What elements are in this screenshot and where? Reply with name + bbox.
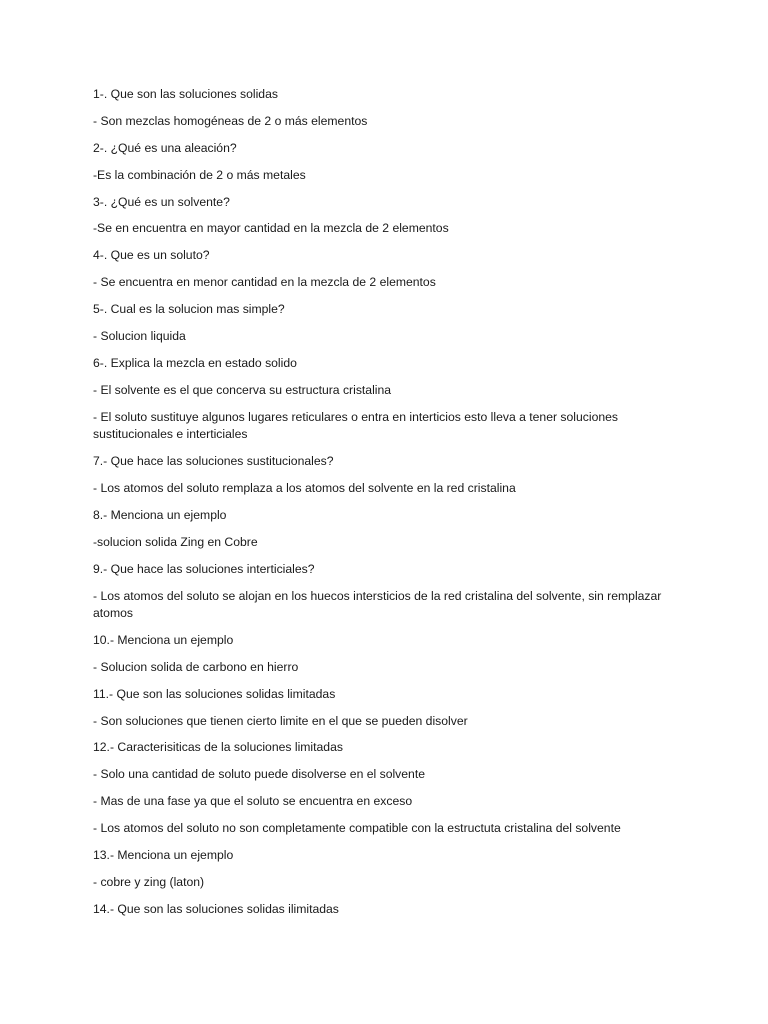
question-9: 9.- Que hace las soluciones interticiales? (93, 561, 315, 576)
question-10: 10.- Menciona un ejemplo (93, 632, 234, 647)
answer-7: - Los atomos del soluto remplaza a los atomos del solvente en la red cristalina (93, 480, 516, 495)
question-2: 2-. ¿Qué es una aleación? (93, 140, 237, 155)
question-4: 4-. Que es un soluto? (93, 248, 210, 263)
answer-4: - Se encuentra en menor cantidad en la mezcla de 2 elementos (93, 275, 436, 290)
answer-2: -Es la combinación de 2 o más metales (93, 167, 306, 182)
answer-11: - Son soluciones que tienen cierto limite en el que se pueden disolver (93, 713, 468, 728)
answer-12c: - Los atomos del soluto no son completamente compatible con la estructuta cristalina del solvente (93, 821, 621, 836)
answer-6a: - El solvente es el que concerva su estructura cristalina (93, 382, 392, 397)
answer-12b: - Mas de una fase ya que el soluto se encuentra en exceso (93, 794, 413, 809)
question-13: 13.- Menciona un ejemplo (93, 848, 234, 863)
answer-5: - Solucion liquida (93, 329, 186, 344)
question-1: 1-. Que son las soluciones solidas (93, 87, 278, 101)
question-11: 11.- Que son las soluciones solidas limitadas (93, 686, 336, 701)
question-5: 5-. Cual es la solucion mas simple? (93, 302, 285, 317)
answer-12a: - Solo una cantidad de soluto puede disolverse en el solvente (93, 767, 425, 782)
question-14: 14.- Que son las soluciones solidas ilimitadas (93, 901, 339, 916)
answer-1: - Son mezclas homogéneas de 2 o más elementos (93, 113, 368, 128)
question-12: 12.- Caracterisiticas de la soluciones limitadas (93, 740, 343, 755)
answer-6b: - El soluto sustituye algunos lugares reticulares o entra en interticios esto lleva a tener soluciones sustitucionales e interticiales (93, 409, 619, 442)
answer-3: -Se en encuentra en mayor cantidad en la mezcla de 2 elementos (93, 221, 449, 236)
answer-10: - Solucion solida de carbono en hierro (93, 659, 299, 674)
answer-8: -solucion solida Zing en Cobre (93, 534, 258, 549)
question-8: 8.- Menciona un ejemplo (93, 507, 227, 522)
answer-13: - cobre y zing (laton) (93, 874, 205, 889)
question-6: 6-. Explica la mezcla en estado solido (93, 355, 297, 370)
question-7: 7.- Que hace las soluciones sustitucionales? (93, 454, 334, 469)
question-3: 3-. ¿Qué es un solvente? (93, 194, 230, 209)
answer-9: - Los atomos del soluto se alojan en los huecos intersticios de la red cristalina del solvente, sin remplazar atomos (93, 588, 662, 621)
document-page (93, 86, 673, 928)
